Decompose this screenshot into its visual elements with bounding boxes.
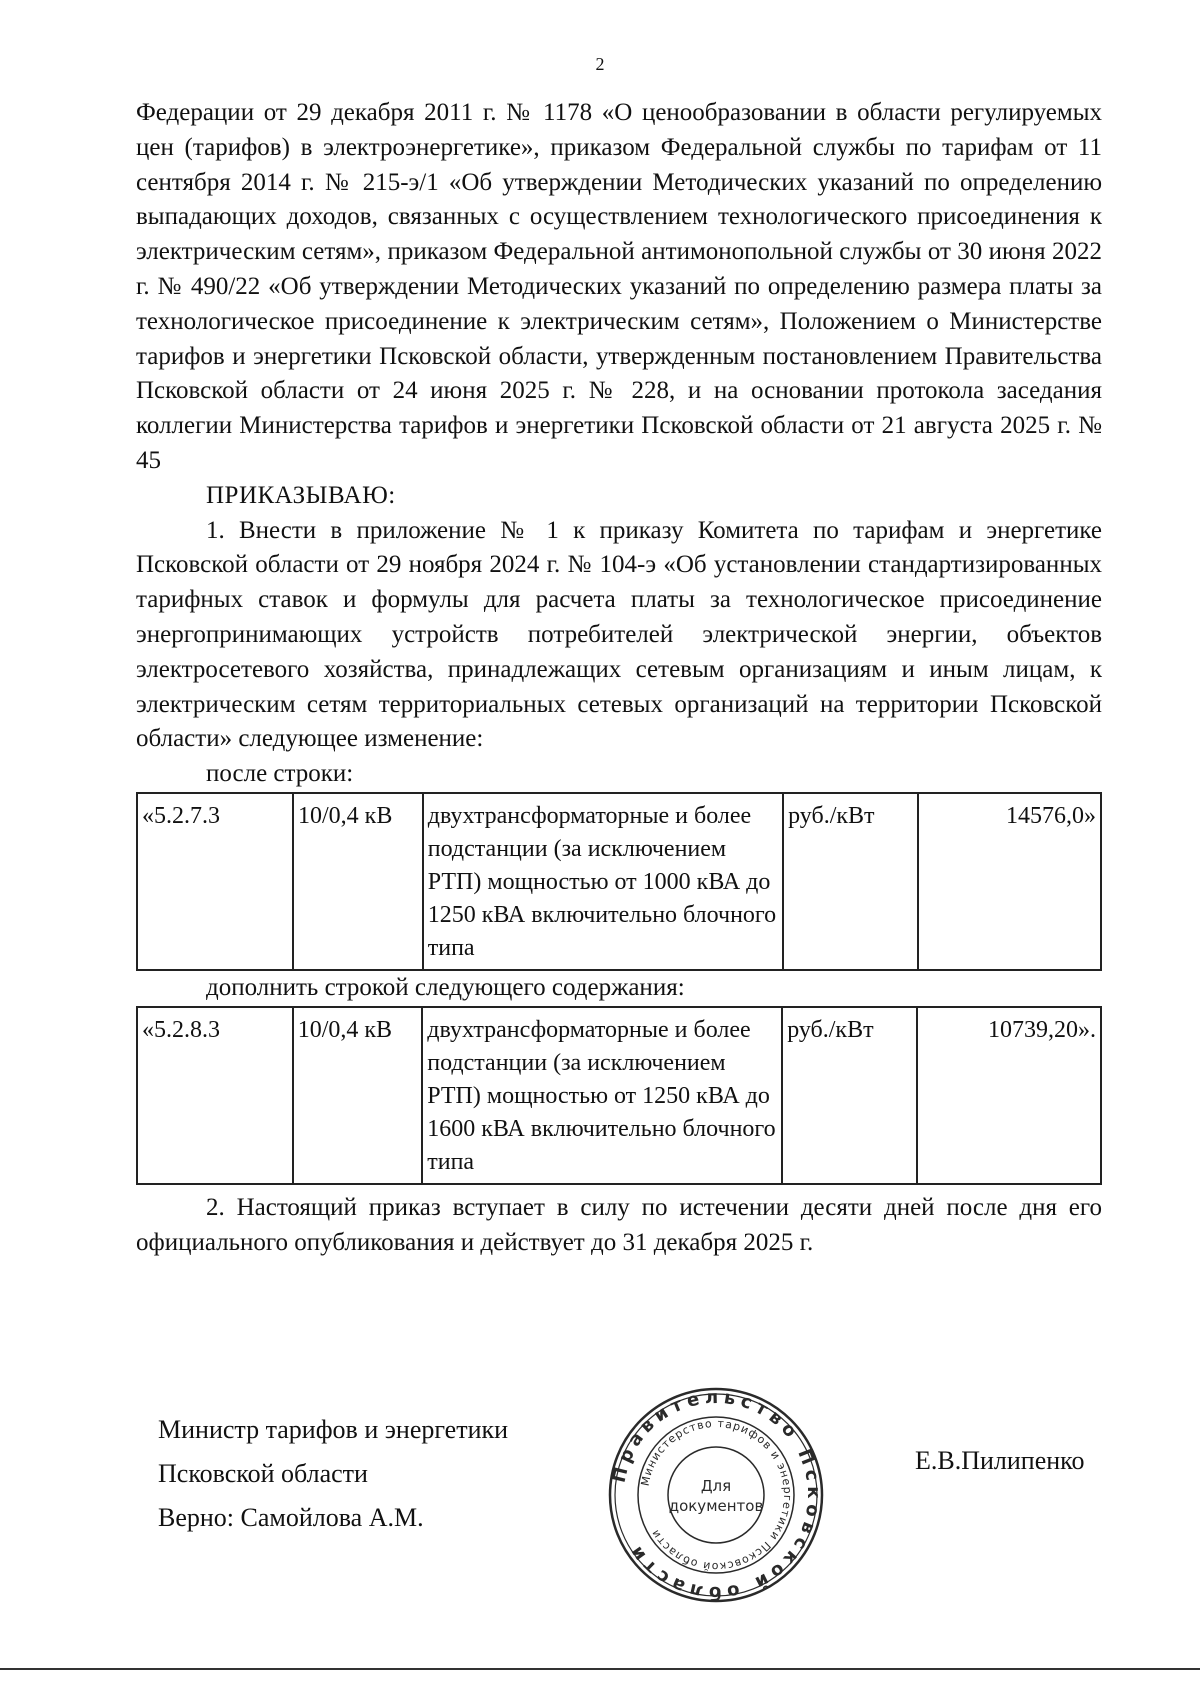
- existing-row-table: [136, 792, 1102, 971]
- intro-paragraph: Федерации от 29 декабря 2011 г. № 1178 «О ценообразовании в области регулируемых цен (тарифов) в электроэнергетике», приказом Федеральной службы по тарифам от 11 сентября 2014 г. № 215-э/1 «Об утверждении Методических указаний по определению выпадающих доходов, связанных с осуществлением технологического присоединения к электрическим сетям», приказом Федеральной антимонопольной службы от 30 июня 2022 г. № 490/22 «Об утверждении Методических указаний по определению размера платы за технологическое присоединение к электрическим сетям», Положением о Министерстве тарифов и энергетики Псковской области, утвержденным постановлением Правительства Псковской области от 24 июня 2025 г. № 228, и на основании протокола заседания коллегии Министерства тарифов и энергетики Псковской области от 21 августа 2025 г. № 45: [136, 99, 1102, 474]
- svg-text:Министерство тарифов и энергет: [639, 1417, 795, 1573]
- table-row: [137, 793, 1101, 970]
- add-row-label: дополнить строкой следующего содержания:: [206, 973, 685, 1001]
- row-description: двухтрансформаторные и более подстанции (за исключением РТП) мощностью от 1250 кВА до 1600 кВА включительно блочного типа: [422, 1007, 782, 1184]
- stamp-center-line2: документов: [668, 1497, 764, 1515]
- item-1-paragraph: 1. Внести в приложение № 1 к приказу Комитета по тарифам и энергетике Псковской области от 29 ноября 2024 г. № 104-э «Об установлении стандартизированных тарифных ставок и формулы для расчета платы за технологическое присоединение энергопринимающих устройств потребителей электрической энергии, объектов электросетевого хозяйства, принадлежащих сетевым организациям и иным лицам, к электрическим сетям территориальных сетевых организаций на территории Псковской области» следующее изменение:: [136, 516, 1102, 753]
- row-voltage: 10/0,4 кВ: [293, 1007, 423, 1184]
- signer-position-line2: Псковской области: [158, 1459, 368, 1488]
- bottom-divider: [0, 1668, 1200, 1670]
- after-row-label: после строки:: [206, 760, 354, 788]
- table-row: [137, 1007, 1101, 1184]
- row-unit: руб./кВт: [783, 793, 918, 970]
- row-voltage: 10/0,4 кВ: [293, 793, 423, 970]
- verified-by: Верно: Самойлова А.М.: [158, 1503, 424, 1532]
- document-body: [136, 96, 1102, 1260]
- order-heading: ПРИКАЗЫВАЮ:: [206, 481, 396, 509]
- stamp-center-line1: Для: [700, 1477, 732, 1495]
- signer-name: Е.В.Пилипенко: [915, 1446, 1085, 1475]
- stamp-inner-text: Министерство тарифов и энергетики Псковской области: [638, 1416, 795, 1574]
- row-value: 10739,20».: [917, 1007, 1101, 1184]
- stamp-outer-text: Правительство Псковской области: [608, 1386, 825, 1604]
- item-2-paragraph: 2. Настоящий приказ вступает в силу по истечении десяти дней после дня его официального опубликования и действует до 31 декабря 2025 г.: [136, 1193, 1102, 1256]
- official-stamp-icon: [606, 1385, 826, 1605]
- row-code: «5.2.8.3: [137, 1007, 293, 1184]
- signature-block: [158, 1408, 508, 1540]
- new-row-table: [136, 1006, 1102, 1185]
- row-code: «5.2.7.3: [137, 793, 293, 970]
- row-description: двухтрансформаторные и более подстанции (за исключением РТП) мощностью от 1000 кВА до 1250 кВА включительно блочного типа: [423, 793, 783, 970]
- page-number: 2: [595, 54, 605, 74]
- signer-position-line1: Министр тарифов и энергетики: [158, 1415, 509, 1444]
- row-value: 14576,0»: [918, 793, 1101, 970]
- row-unit: руб./кВт: [782, 1007, 917, 1184]
